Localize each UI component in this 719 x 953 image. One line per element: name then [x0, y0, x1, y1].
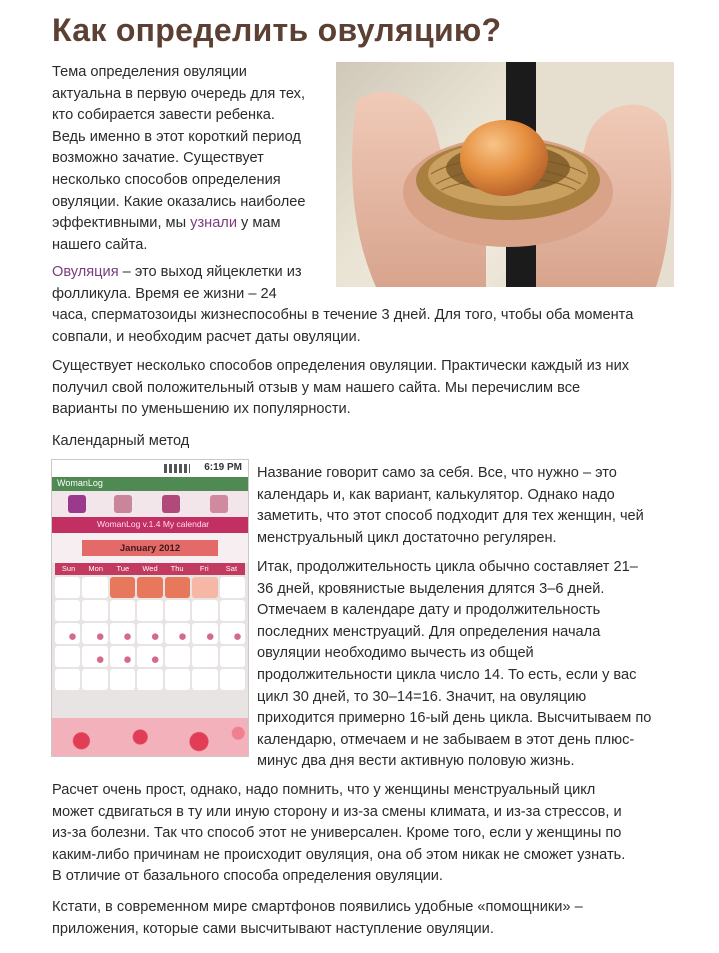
- day-cell-period: [110, 577, 135, 598]
- day-cell: [110, 669, 135, 690]
- ovulation-link[interactable]: Овуляция: [52, 264, 119, 280]
- paragraph-line: Кстати, в современном мире смартфонов появились удобные «помощники» –: [52, 899, 583, 915]
- day-cell-fertile: [55, 623, 80, 644]
- calendar-paragraph-1: [257, 463, 687, 549]
- methods-paragraph: [52, 356, 692, 421]
- definition-text: – это выход яйцеклетки из: [118, 264, 302, 280]
- app-name: WomanLog: [57, 478, 103, 488]
- definition-line: фолликула. Время ее жизни – 24: [52, 285, 277, 302]
- day-cell: [192, 646, 217, 667]
- methods-line: Существует несколько способов определения овуляции. Практически каждый из них: [52, 358, 630, 374]
- paragraph-line: календарю, отмечаем и не забываем в этот день плюс-: [257, 731, 635, 748]
- weekday-label: Sun: [61, 564, 76, 573]
- paragraph-line: календарь и, как вариант, калькулятор. Однако надо: [257, 486, 615, 503]
- paragraph-line: Расчет очень прост, однако, надо помнить, что у женщины менструальный цикл: [52, 782, 596, 798]
- day-cell-fertile: [192, 623, 217, 644]
- day-cell-fertile: [165, 623, 190, 644]
- page-title: Как определить овуляцию?: [52, 12, 502, 48]
- day-cell: [137, 669, 162, 690]
- paragraph-line: каким-либо причинам не происходит овуляция, она об этом никак не сможет узнать.: [52, 846, 626, 863]
- paragraph-line: из-за болезни. Так что способ этот не универсален. Кроме того, если у женщины по: [52, 825, 622, 842]
- paragraph-line: последних менструаций. Для определения начала: [257, 623, 601, 640]
- definition-line: часа, сперматозоиды жизнеспособны в течение 3 дней. Для того, чтобы оба момента: [52, 307, 634, 324]
- paragraph-line: может сдвигаться в ту или иную сторону и из-за смены климата, и из-за стрессов, и: [52, 803, 622, 820]
- day-cell: [55, 669, 80, 690]
- signal-icon: [164, 464, 190, 473]
- paragraph-line: минус два дня вести активную половую жизнь.: [257, 753, 575, 770]
- intro-line: возможно зачатие. Существует: [52, 150, 264, 167]
- month-label: January 2012: [119, 543, 181, 554]
- day-cell-fertile: [220, 623, 245, 644]
- day-cell: [192, 600, 217, 621]
- day-cell-fertile: [110, 623, 135, 644]
- paragraph-line: продолжительности цикла число 14. То есть, если у вас: [257, 666, 637, 683]
- paragraph-line: Название говорит само за себя. Все, что нужно – это: [257, 465, 617, 481]
- day-cell: [220, 646, 245, 667]
- day-cell: [55, 646, 80, 667]
- day-cell: [165, 646, 190, 667]
- intro-line: несколько способов определения: [52, 171, 281, 188]
- day-cell: [220, 577, 245, 598]
- egg-nest-photo: [336, 62, 674, 287]
- section-heading: Календарный метод: [52, 433, 190, 449]
- intro-line: Тема определения овуляции: [52, 64, 247, 80]
- day-cell-period: [192, 577, 217, 598]
- weekday-label: Sat: [225, 564, 238, 573]
- intro-line: овуляции. Какие оказались наиболее: [52, 193, 306, 210]
- day-cell-fertile: [82, 623, 107, 644]
- day-cell: [55, 600, 80, 621]
- definition-paragraph: [52, 262, 682, 348]
- paragraph-line: менструальный цикл достаточно регулярен.: [257, 529, 557, 546]
- methods-line: варианты по уменьшению их популярности.: [52, 401, 351, 418]
- day-cell: [165, 600, 190, 621]
- final-paragraph: [52, 897, 692, 940]
- day-cell: [82, 669, 107, 690]
- day-cell: [192, 669, 217, 690]
- day-cell-fertile: [137, 646, 162, 667]
- definition-line: совпали, и необходим расчет даты овуляции.: [52, 328, 361, 345]
- intro-text: эффективными, мы: [52, 215, 191, 232]
- definition-line: [52, 262, 682, 284]
- phone-status-bar: [52, 460, 248, 477]
- calendar-grid: [55, 563, 245, 690]
- intro-line: [52, 213, 332, 235]
- paragraph-line: овуляции необходимо вычесть из общей: [257, 645, 534, 662]
- paragraph-line: приложения, которые сами высчитывают наступление овуляции.: [52, 920, 494, 937]
- womanlog-app-screenshot: [51, 459, 249, 757]
- day-cell-fertile: [110, 646, 135, 667]
- app-toolbar: [52, 491, 248, 517]
- intro-text: у мам: [236, 215, 281, 232]
- day-cell: [137, 600, 162, 621]
- day-cell: [82, 577, 107, 598]
- paragraph-line: Итак, продолжительность цикла обычно составляет 21–: [257, 559, 638, 575]
- methods-line: получил свой положительный отзыв у мам нашего сайта. Мы перечислим все: [52, 379, 581, 396]
- calendar-paragraph-2: [257, 557, 687, 773]
- weekday-label: Mon: [88, 564, 103, 573]
- paragraph-line: Отмечаем в календаре дату и продолжительность: [257, 602, 601, 619]
- day-cell-fertile: [82, 646, 107, 667]
- settings-icon: [210, 495, 228, 513]
- intro-line: нашего сайта.: [52, 236, 148, 253]
- app-header: [52, 477, 248, 491]
- day-cell-period: [137, 577, 162, 598]
- intro-paragraph: [52, 62, 332, 256]
- day-cell: [82, 600, 107, 621]
- calendar-icon: [68, 495, 86, 513]
- calculation-paragraph: [52, 780, 692, 888]
- hands-nest-illustration: [336, 62, 674, 287]
- paragraph-line: приходится примерно 16-ый день цикла. Высчитываем по: [257, 710, 652, 727]
- paragraph-line: 36 дней, кровянистые выделения длятся 3–6 дней.: [257, 580, 605, 597]
- day-cell: [220, 600, 245, 621]
- intro-line: кто собирается завести ребенка.: [52, 107, 275, 124]
- paragraph-line: цикл 30 дней, то 30–14=16. Значит, на овуляцию: [257, 688, 587, 705]
- app-banner-text: WomanLog v.1.4 My calendar: [97, 519, 210, 529]
- day-cell-fertile: [137, 623, 162, 644]
- month-header: [52, 533, 248, 563]
- paragraph-line: В отличие от базального способа определения овуляции.: [52, 868, 443, 885]
- day-cell: [220, 669, 245, 690]
- weekday-label: Thu: [170, 564, 184, 573]
- learned-link[interactable]: узнали: [190, 215, 237, 232]
- intro-line: Ведь именно в этот короткий период: [52, 128, 301, 145]
- day-cell: [110, 600, 135, 621]
- weekday-label: Wed: [142, 564, 158, 573]
- chart-icon: [114, 495, 132, 513]
- intro-line: актуальна в первую очередь для тех,: [52, 85, 306, 102]
- notes-icon: [162, 495, 180, 513]
- weekday-row: [55, 563, 245, 575]
- floral-decoration: [52, 718, 248, 756]
- weekday-label: Fri: [199, 564, 209, 573]
- calendar-days: [55, 575, 245, 690]
- day-cell: [55, 577, 80, 598]
- weekday-label: Tue: [116, 564, 130, 573]
- app-banner: [52, 517, 248, 533]
- day-cell: [165, 669, 190, 690]
- day-cell-period: [165, 577, 190, 598]
- paragraph-line: заметить, что этот способ подходит для тех женщин, чей: [257, 508, 644, 525]
- status-time: 6:19 PM: [204, 462, 242, 473]
